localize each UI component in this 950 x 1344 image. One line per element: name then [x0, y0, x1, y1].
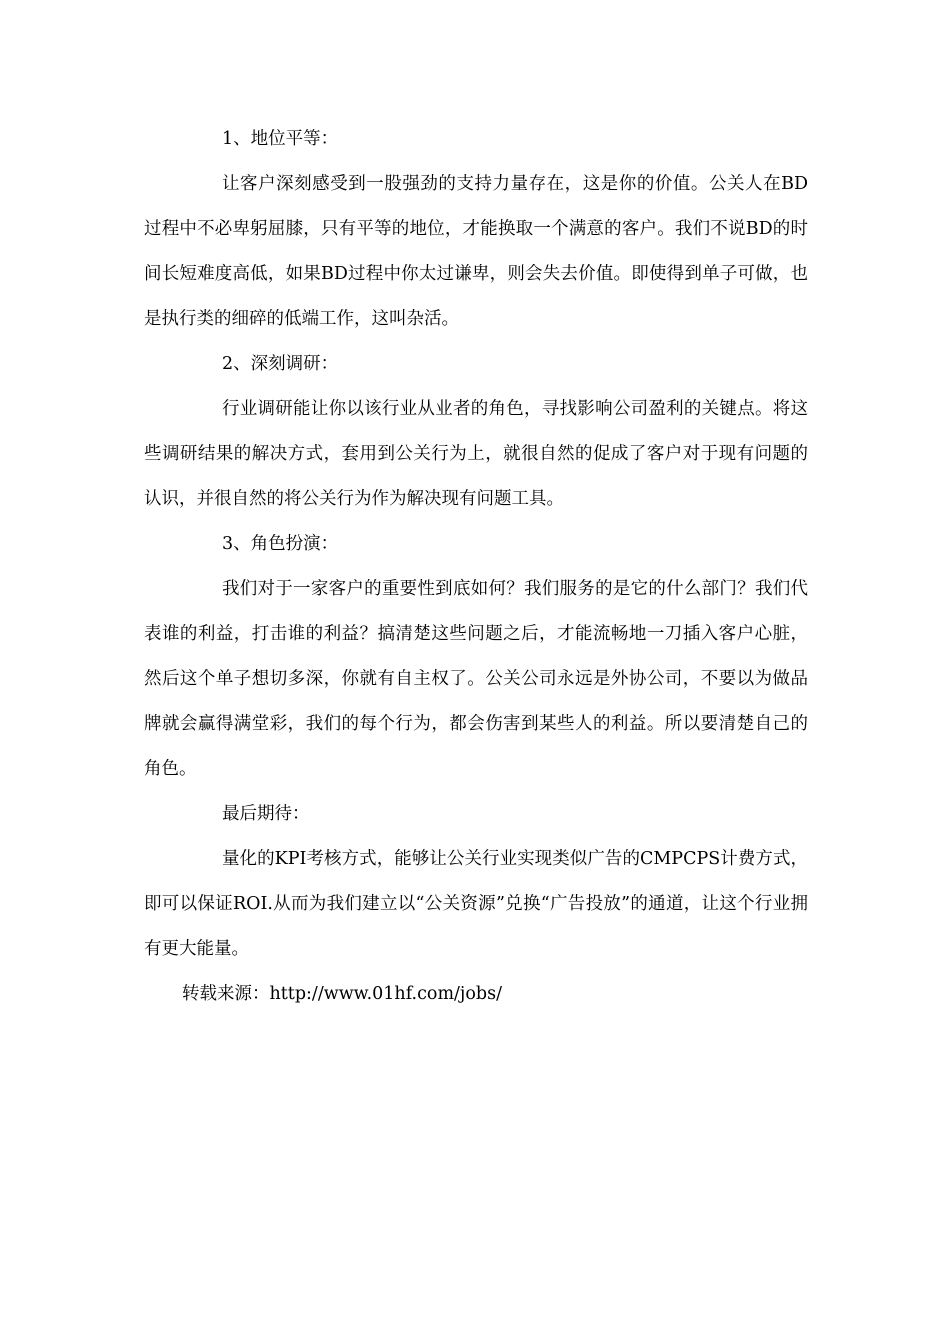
source-line: 转载来源：http://www.01hf.com/jobs/ [182, 984, 502, 1004]
section-paragraph-4: 量化的KPI考核方式，能够让公关行业实现类似广告的CMPCPS计费方式，即可以保证ROI.从而为我们建立以“公关资源”兑换“广告投放”的通道，让这个行业拥有更大能量。 [144, 849, 808, 959]
section-paragraph-3: 我们对于一家客户的重要性到底如何？我们服务的是它的什么部门？我们代表谁的利益，打击谁的利益？搞清楚这些问题之后，才能流畅地一刀插入客户心脏，然后这个单子想切多深，你就有自主权了。公关公司永远是外协公司，不要以为做品牌就会赢得满堂彩，我们的每个行为，都会伤害到某些人的利益。所以要清楚自己的角色。 [144, 579, 808, 779]
section-heading-4: 最后期待： [222, 804, 310, 824]
section-paragraph-1: 让客户深刻感受到一股强劲的支持力量存在，这是你的价值。公关人在BD过程中不必卑躬屈膝，只有平等的地位，才能换取一个满意的客户。我们不说BD的时间长短难度高低，如果BD过程中你太过谦卑，则会失去价值。即使得到单子可做，也是执行类的细碎的低端工作，这叫杂活。 [144, 174, 808, 329]
document-page [144, 117, 808, 1017]
section-heading-1: 1、地位平等： [222, 129, 339, 149]
section-heading-2: 2、深刻调研： [222, 354, 339, 374]
section-heading-3: 3、角色扮演： [222, 534, 339, 554]
section-paragraph-2: 行业调研能让你以该行业从业者的角色，寻找影响公司盈利的关键点。将这些调研结果的解决方式，套用到公关行为上，就很自然的促成了客户对于现有问题的认识，并很自然的将公关行为作为解决现有问题工具。 [144, 399, 808, 509]
